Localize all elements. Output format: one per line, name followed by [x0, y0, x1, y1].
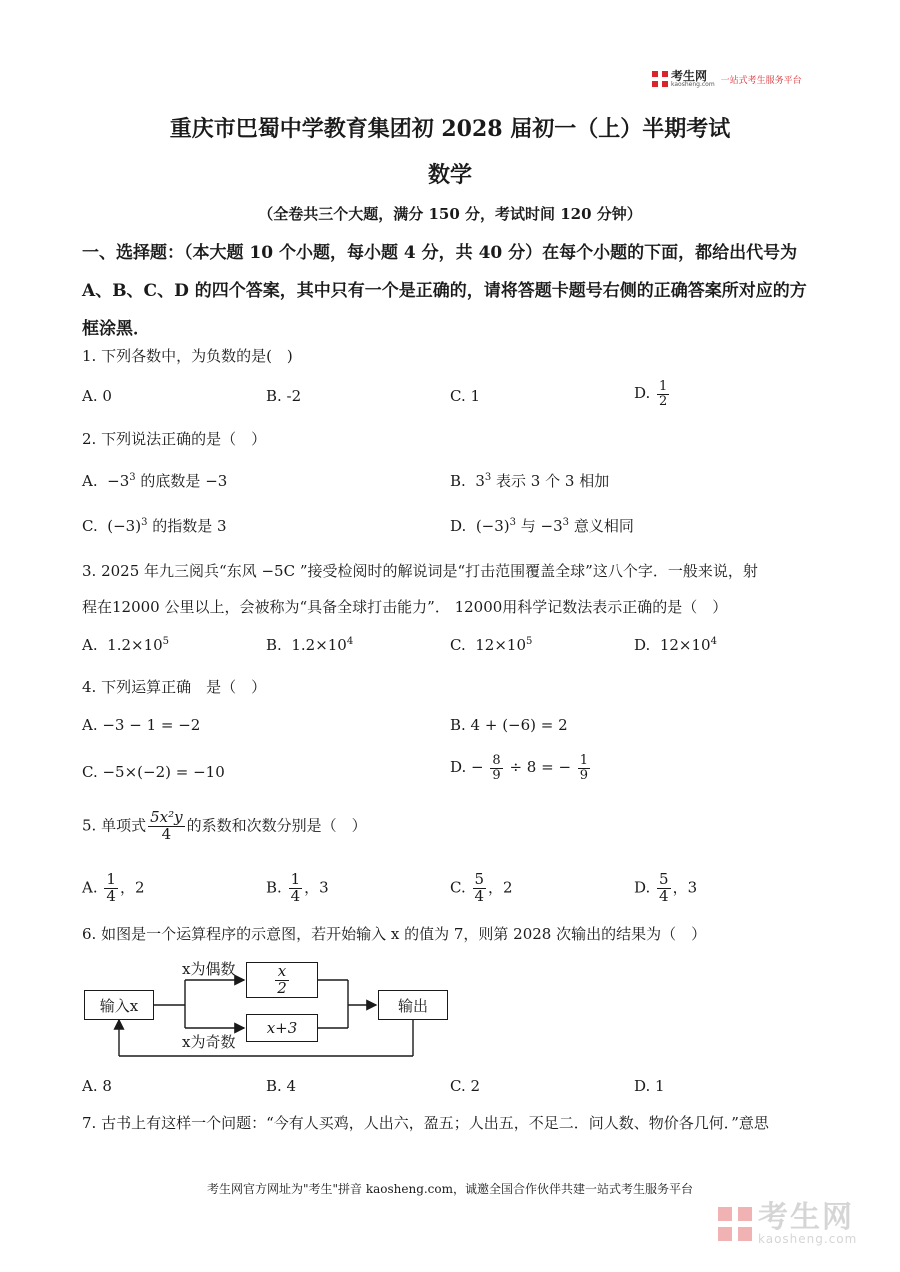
q2-option-a: A. $-3^3$ 的底数是 −3 — [82, 472, 228, 490]
watermark-logo-icon — [718, 1207, 752, 1241]
kaosheng-logo-icon — [652, 71, 668, 87]
q1-stem: 1. 下列各数中，为负数的是( ) — [82, 347, 293, 365]
fraction: $\frac{1}{9}$ — [579, 753, 589, 783]
fraction: $\frac{8}{9}$ — [492, 753, 501, 783]
q3-option-c: C. $12\times 10^5$ — [450, 636, 533, 654]
q5-stem: 5. 单项式 $\frac{\text{5x²y}}{4}$ 的系数和次数分别是（ ） — [82, 808, 367, 843]
watermark-name: 考生网 — [758, 1200, 854, 1235]
flow-even-label: x为偶数 — [182, 960, 236, 978]
q6-option-d: D. 1 — [634, 1077, 665, 1095]
watermark — [718, 1200, 858, 1246]
flow-odd-box: x+3 — [246, 1014, 318, 1042]
q3-option-a: A. $1.2\times 10^5$ — [82, 636, 170, 654]
exam-title: 重庆市巴蜀中学教育集团初 2028 届初一（上）半期考试 — [169, 116, 731, 142]
q1-option-d: D. $\frac{1}{2}$ — [634, 379, 668, 409]
q3-option-b: B. $1.2\times 10^4$ — [266, 636, 354, 654]
q2-option-c: C. $(-3)^3$ 的指数是 3 — [82, 517, 227, 535]
exam-subject: 数学 — [427, 162, 472, 188]
q7-stem: 7. 古书上有这样一个问题：“今有人买鸡，人出六，盈五；人出五，不足二．问人数、物价各几何．”意思 — [82, 1114, 769, 1132]
fraction: $\frac{1}{4}$ — [106, 870, 116, 905]
fraction: $\frac{5}{4}$ — [474, 870, 485, 905]
q1-option-a: A. 0 — [82, 387, 112, 405]
q5-option-a: A. $\frac{1}{4}$ ，2 — [82, 870, 145, 905]
section-instructions: 一、选择题：（本大题 10 个小题，每小题 4 分，共 40 分）在每个小题的下面，都给出代号为 A、B、C、D 的四个答案，其中只有一个是正确的，请将答题卡题号右侧的正确答案所对应的方框涂黑． — [82, 243, 807, 339]
q2-option-d: D. $(-3)^3$ 与 $-3^3$ 意义相同 — [450, 517, 634, 535]
q6-option-c: C. 2 — [450, 1077, 481, 1095]
fraction: $\frac{1}{2}$ — [659, 379, 668, 409]
q6-option-b: B. 4 — [266, 1077, 297, 1095]
q5-option-d: D. $\frac{5}{4}$ ，3 — [634, 870, 698, 905]
q4-option-c: C. −5×(−2) = −10 — [82, 763, 225, 781]
q3-stem-line1: 3. 2025 年九三阅兵“东风 −5C ”接受检阅时的解说词是“打击范围覆盖全球”这八个字．一般来说，射 — [82, 562, 758, 580]
watermark-domain: kaosheng.com — [758, 1232, 858, 1246]
brand-name: 考生网 — [671, 69, 708, 83]
page-footer: 考生网官方网址为"考生"拼音 kaosheng.com，诚邀全国合作伙伴共建一站式考生服务平台 — [206, 1182, 694, 1196]
fraction: $\frac{5}{4}$ — [659, 870, 669, 905]
brand-domain: kaosheng.com — [671, 81, 715, 88]
brand-logo — [652, 70, 802, 88]
flow-output-box: 输出 — [378, 990, 448, 1020]
q5-option-b: B. $\frac{1}{4}$ ，3 — [266, 870, 329, 905]
q4-option-b: B. 4 + (−6) = 2 — [450, 716, 568, 734]
fraction: $\frac{x}{2}$ — [277, 961, 287, 997]
q2-stem: 2. 下列说法正确的是（ ） — [82, 430, 267, 448]
exam-note: （全卷共三个大题，满分 150 分，考试时间 120 分钟） — [258, 205, 642, 223]
fraction: $\frac{1}{4}$ — [290, 870, 301, 905]
q3-option-d: D. $12\times 10^4$ — [634, 636, 717, 654]
q4-option-a: A. −3 − 1 = −2 — [82, 716, 201, 734]
q1-option-b: B. -2 — [266, 387, 302, 405]
flow-input-box: 输入x — [84, 990, 154, 1020]
q2-option-b: B. $3^3$ 表示 3 个 3 相加 — [450, 472, 610, 490]
q6-option-a: A. 8 — [82, 1077, 112, 1095]
q4-option-d: D. − $\frac{8}{9}$ ÷ 8 = − $\frac{1}{9}$ — [450, 753, 589, 783]
q6-stem: 6. 如图是一个运算程序的示意图，若开始输入 x 的值为 7，则第 2028 次输出的结果为（ ） — [82, 925, 707, 943]
monomial-fraction: $\frac{\text{5x²y}}{4}$ — [150, 808, 183, 843]
flow-odd-label: x为奇数 — [182, 1033, 236, 1051]
brand-slogan: 一站式考生服务平台 — [720, 75, 802, 86]
q4-stem: 4. 下列运算正确 是（ ） — [82, 678, 267, 696]
q1-option-c: C. 1 — [450, 387, 481, 405]
flow-even-box — [246, 962, 318, 998]
q5-option-c: C. $\frac{5}{4}$ ，2 — [450, 870, 513, 905]
q3-stem-line2: 程在12000 公里以上，会被称为“具备全球打击能力”． 12000用科学记数法表示正确的是（ ） — [82, 598, 728, 616]
